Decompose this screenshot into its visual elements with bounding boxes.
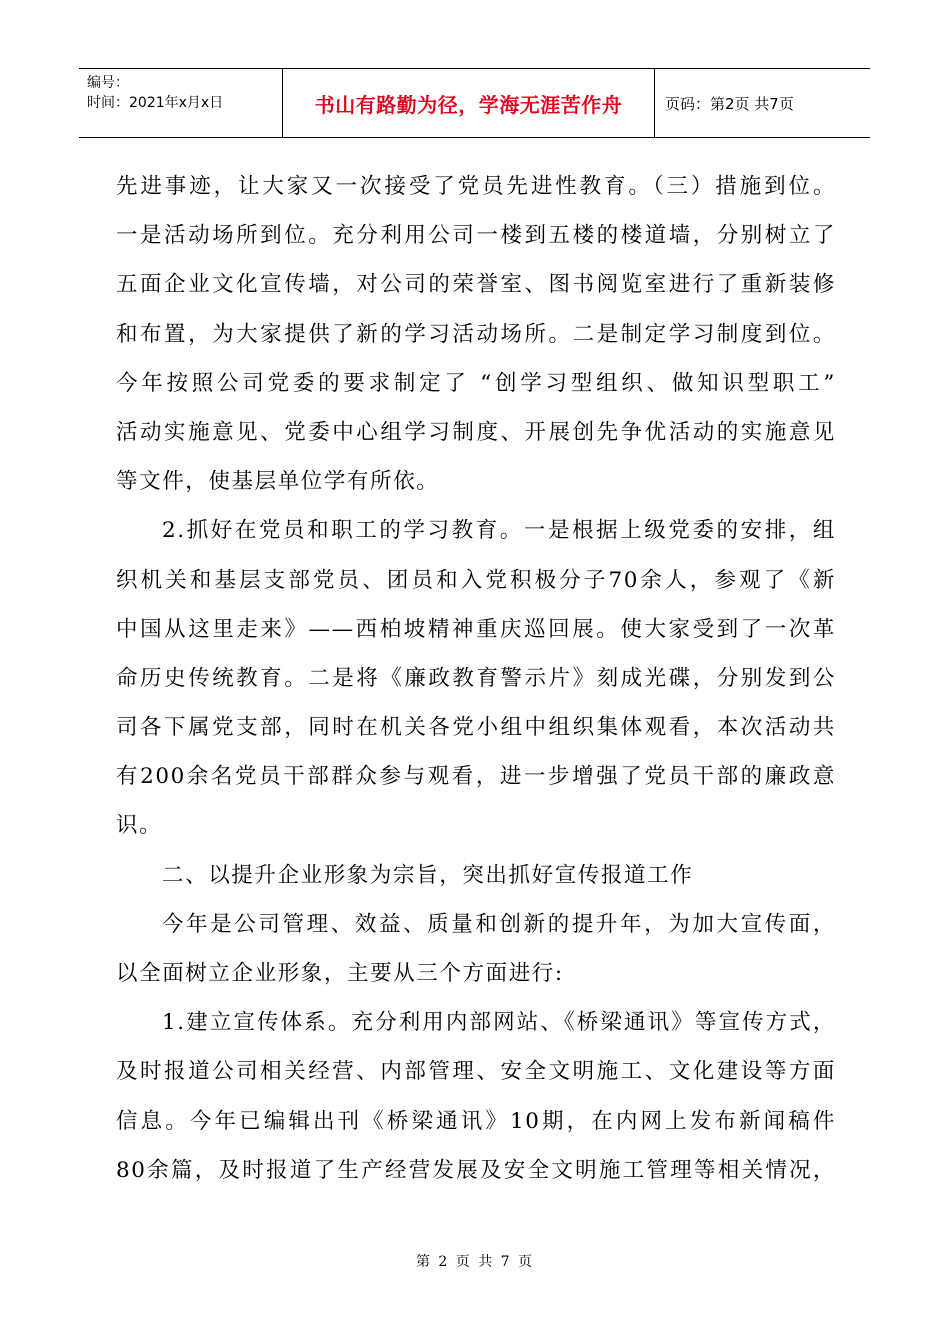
header-meta [79, 69, 283, 137]
body-line: 先进事迹，让大家又一次接受了党员先进性教育。（三）措施到位。 [116, 174, 836, 199]
page-header [79, 68, 870, 138]
body-line: 等文件，使基层单位学有所依。 [116, 469, 440, 495]
document-body [116, 162, 836, 1195]
section-heading: 二、以提升企业形象为宗旨，突出抓好宣传报道工作 [162, 862, 694, 888]
body-line: 及时报道公司相关经营、内部管理、安全文明施工、文化建设等方面 [116, 1059, 836, 1085]
body-line: 五面企业文化宣传墙，对公司的荣誉室、图书阅览室进行了重新装修 [116, 272, 836, 298]
body-line: 今年按照公司党委的要求制定了 “创学习型组织、做知识型职工” [116, 370, 836, 396]
body-line: 一是活动场所到位。充分利用公司一楼到五楼的楼道墙，分别树立了 [116, 223, 836, 249]
document-time-label: 时间：2021年x月x日 [87, 95, 224, 111]
page-footer: 第 2 页 共 7 页 [415, 1254, 535, 1270]
body-line: 1.建立宣传体系。充分利用内部网站、《桥梁通讯》等宣传方式， [162, 1010, 836, 1036]
body-line: 织机关和基层支部党员、团员和入党积极分子70余人，参观了《新 [116, 567, 836, 593]
header-page-code: 页码：第2页 共7页 [665, 94, 794, 113]
body-line: 2.抓好在党员和职工的学习教育。一是根据上级党委的安排，组 [162, 518, 836, 544]
body-line: 信息。今年已编辑出刊《桥梁通讯》10期，在内网上发布新闻稿件 [116, 1108, 836, 1134]
body-line: 活动实施意见、党委中心组学习制度、开展创先争优活动的实施意见 [116, 419, 836, 445]
body-line: 命历史传统教育。二是将《廉政教育警示片》刻成光碟，分别发到公 [116, 665, 836, 691]
body-line: 80余篇，及时报道了生产经营发展及安全文明施工管理等相关情况， [116, 1157, 836, 1183]
body-line: 今年是公司管理、效益、质量和创新的提升年，为加大宣传面， [162, 911, 836, 937]
body-line: 和布置，为大家提供了新的学习活动场所。二是制定学习制度到位。 [116, 321, 836, 347]
header-motto: 书山有路勤为径，学海无涯苦作舟 [283, 69, 655, 137]
body-line: 识。 [116, 813, 163, 839]
body-line: 中国从这里走来》——西柏坡精神重庆巡回展。使大家受到了一次革 [116, 616, 836, 642]
body-line: 司各下属党支部，同时在机关各党小组中组织集体观看，本次活动共 [116, 715, 836, 741]
document-number-label: 编号： [87, 75, 129, 91]
body-line: 以全面树立企业形象，主要从三个方面进行: [116, 961, 564, 986]
body-line: 有200余名党员干部群众参与观看，进一步增强了党员干部的廉政意 [116, 764, 836, 790]
